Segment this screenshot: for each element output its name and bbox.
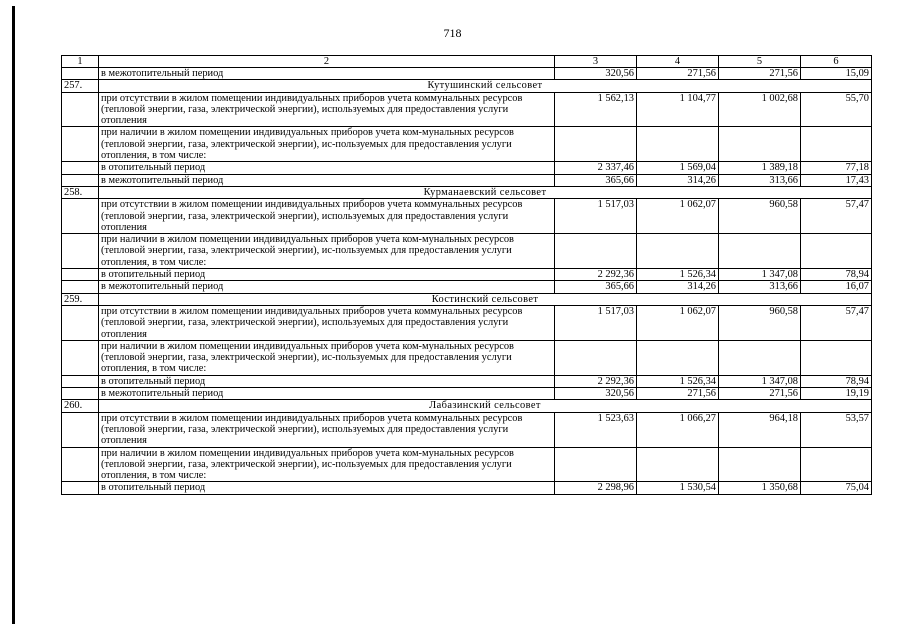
table-row bbox=[62, 388, 872, 400]
value-col-5: 964,18 bbox=[719, 412, 801, 447]
value-col-4: 271,56 bbox=[637, 68, 719, 80]
table-row bbox=[62, 68, 872, 80]
row-label: при наличии в жилом помещении индивидуальных приборов учета ком-мунальных ресурсов (тепловой энергии, газа, электрической энергии), ис-пользуемых для предоставления услуги отопления, в том числе: bbox=[99, 234, 555, 269]
row-label: при наличии в жилом помещении индивидуальных приборов учета ком-мунальных ресурсов (тепловой энергии, газа, электрической энергии), ис-пользуемых для предоставления услуги отопления, в том числе: bbox=[99, 340, 555, 375]
table-row bbox=[62, 174, 872, 186]
value-col-4: 1 526,34 bbox=[637, 269, 719, 281]
row-index-cell bbox=[62, 127, 99, 162]
row-index-cell bbox=[62, 281, 99, 293]
section-title: Лабазинский сельсовет bbox=[99, 400, 872, 412]
row-label: при наличии в жилом помещении индивидуальных приборов учета ком-мунальных ресурсов (тепловой энергии, газа, электрической энергии), ис-пользуемых для предоставления услуги отопления, в том числе: bbox=[99, 447, 555, 482]
value-col-3: 2 292,36 bbox=[555, 269, 637, 281]
value-col-6: 57,47 bbox=[801, 199, 872, 234]
value-col-3: 2 292,36 bbox=[555, 375, 637, 387]
row-index-cell bbox=[62, 305, 99, 340]
section-index: 258. bbox=[62, 186, 99, 198]
value-col-4: 314,26 bbox=[637, 281, 719, 293]
row-index-cell bbox=[62, 269, 99, 281]
row-index-cell bbox=[62, 412, 99, 447]
value-col-5: 1 350,68 bbox=[719, 482, 801, 494]
value-col-5 bbox=[719, 340, 801, 375]
row-label: в отопительный период bbox=[99, 162, 555, 174]
value-col-6: 78,94 bbox=[801, 375, 872, 387]
value-col-3: 1 562,13 bbox=[555, 92, 637, 127]
table-row bbox=[62, 162, 872, 174]
value-col-4 bbox=[637, 340, 719, 375]
value-col-4: 1 066,27 bbox=[637, 412, 719, 447]
section-title: Кутушинский сельсовет bbox=[99, 80, 872, 92]
value-col-5: 960,58 bbox=[719, 199, 801, 234]
page-number: 718 bbox=[443, 26, 462, 40]
value-col-6: 17,43 bbox=[801, 174, 872, 186]
table-row bbox=[62, 340, 872, 375]
section-title: Костинский сельсовет bbox=[99, 293, 872, 305]
header-col-6: 6 bbox=[801, 56, 872, 68]
value-col-4 bbox=[637, 127, 719, 162]
row-index-cell bbox=[62, 174, 99, 186]
row-label: в межотопительный период bbox=[99, 281, 555, 293]
value-col-3: 365,66 bbox=[555, 174, 637, 186]
value-col-3: 320,56 bbox=[555, 388, 637, 400]
row-index-cell bbox=[62, 68, 99, 80]
row-label: при наличии в жилом помещении индивидуальных приборов учета ком-мунальных ресурсов (тепловой энергии, газа, электрической энергии), ис-пользуемых для предоставления услуги отопления, в том числе: bbox=[99, 127, 555, 162]
value-col-3 bbox=[555, 127, 637, 162]
value-col-6: 75,04 bbox=[801, 482, 872, 494]
value-col-5 bbox=[719, 447, 801, 482]
row-index-cell bbox=[62, 482, 99, 494]
section-title: Курманаевский сельсовет bbox=[99, 186, 872, 198]
table-row bbox=[62, 234, 872, 269]
section-header-row bbox=[62, 80, 872, 92]
row-label: в межотопительный период bbox=[99, 388, 555, 400]
value-col-4: 1 569,04 bbox=[637, 162, 719, 174]
value-col-5: 313,66 bbox=[719, 174, 801, 186]
table-row bbox=[62, 412, 872, 447]
value-col-4: 1 062,07 bbox=[637, 199, 719, 234]
value-col-6: 55,70 bbox=[801, 92, 872, 127]
header-col-2: 2 bbox=[99, 56, 555, 68]
value-col-6: 53,57 bbox=[801, 412, 872, 447]
value-col-3: 320,56 bbox=[555, 68, 637, 80]
page-edge-rule bbox=[12, 6, 15, 624]
row-label: при отсутствии в жилом помещении индивидуальных приборов учета коммунальных ресурсов (тепловой энергии, газа, электрической энергии), используемых для предоставления услуги отопления bbox=[99, 92, 555, 127]
value-col-3: 365,66 bbox=[555, 281, 637, 293]
value-col-5: 313,66 bbox=[719, 281, 801, 293]
value-col-6: 57,47 bbox=[801, 305, 872, 340]
row-index-cell bbox=[62, 375, 99, 387]
row-index-cell bbox=[62, 92, 99, 127]
table-row bbox=[62, 375, 872, 387]
header-col-3: 3 bbox=[555, 56, 637, 68]
value-col-3: 1 517,03 bbox=[555, 199, 637, 234]
table-row bbox=[62, 447, 872, 482]
value-col-4: 271,56 bbox=[637, 388, 719, 400]
value-col-3 bbox=[555, 447, 637, 482]
value-col-4 bbox=[637, 447, 719, 482]
section-index: 257. bbox=[62, 80, 99, 92]
header-col-4: 4 bbox=[637, 56, 719, 68]
value-col-6: 15,09 bbox=[801, 68, 872, 80]
value-col-6: 77,18 bbox=[801, 162, 872, 174]
table-header-row bbox=[62, 56, 872, 68]
value-col-6 bbox=[801, 340, 872, 375]
row-label: в отопительный период bbox=[99, 375, 555, 387]
value-col-5 bbox=[719, 127, 801, 162]
value-col-6 bbox=[801, 447, 872, 482]
value-col-5: 1 002,68 bbox=[719, 92, 801, 127]
value-col-4: 1 062,07 bbox=[637, 305, 719, 340]
value-col-3: 1 517,03 bbox=[555, 305, 637, 340]
table-row bbox=[62, 199, 872, 234]
value-col-3 bbox=[555, 340, 637, 375]
value-col-6 bbox=[801, 234, 872, 269]
value-col-4: 1 104,77 bbox=[637, 92, 719, 127]
row-label: в межотопительный период bbox=[99, 174, 555, 186]
table-row bbox=[62, 269, 872, 281]
section-header-row bbox=[62, 400, 872, 412]
header-col-5: 5 bbox=[719, 56, 801, 68]
row-label: в отопительный период bbox=[99, 269, 555, 281]
table-row bbox=[62, 92, 872, 127]
section-index: 260. bbox=[62, 400, 99, 412]
row-label: при отсутствии в жилом помещении индивидуальных приборов учета коммунальных ресурсов (тепловой энергии, газа, электрической энергии), используемых для предоставления услуги отопления bbox=[99, 412, 555, 447]
value-col-3 bbox=[555, 234, 637, 269]
value-col-5 bbox=[719, 234, 801, 269]
value-col-3: 2 337,46 bbox=[555, 162, 637, 174]
value-col-4 bbox=[637, 234, 719, 269]
section-header-row bbox=[62, 186, 872, 198]
table-row bbox=[62, 305, 872, 340]
value-col-6 bbox=[801, 127, 872, 162]
value-col-5: 960,58 bbox=[719, 305, 801, 340]
row-index-cell bbox=[62, 199, 99, 234]
row-label: в отопительный период bbox=[99, 482, 555, 494]
header-col-1: 1 bbox=[62, 56, 99, 68]
value-col-6: 19,19 bbox=[801, 388, 872, 400]
value-col-5: 1 389,18 bbox=[719, 162, 801, 174]
value-col-3: 2 298,96 bbox=[555, 482, 637, 494]
table-row bbox=[62, 281, 872, 293]
value-col-4: 314,26 bbox=[637, 174, 719, 186]
row-label: при отсутствии в жилом помещении индивидуальных приборов учета коммунальных ресурсов (тепловой энергии, газа, электрической энергии), используемых для предоставления услуги отопления bbox=[99, 305, 555, 340]
table-row bbox=[62, 482, 872, 494]
row-index-cell bbox=[62, 234, 99, 269]
table-row bbox=[62, 127, 872, 162]
row-index-cell bbox=[62, 388, 99, 400]
value-col-4: 1 530,54 bbox=[637, 482, 719, 494]
row-index-cell bbox=[62, 447, 99, 482]
section-index: 259. bbox=[62, 293, 99, 305]
value-col-4: 1 526,34 bbox=[637, 375, 719, 387]
row-index-cell bbox=[62, 340, 99, 375]
value-col-6: 16,07 bbox=[801, 281, 872, 293]
value-col-5: 1 347,08 bbox=[719, 375, 801, 387]
row-label: в межотопительный период bbox=[99, 68, 555, 80]
value-col-3: 1 523,63 bbox=[555, 412, 637, 447]
row-index-cell bbox=[62, 162, 99, 174]
row-label: при отсутствии в жилом помещении индивидуальных приборов учета коммунальных ресурсов (тепловой энергии, газа, электрической энергии), используемых для предоставления услуги отопления bbox=[99, 199, 555, 234]
value-col-6: 78,94 bbox=[801, 269, 872, 281]
tariff-table bbox=[61, 55, 872, 495]
value-col-5: 1 347,08 bbox=[719, 269, 801, 281]
section-header-row bbox=[62, 293, 872, 305]
value-col-5: 271,56 bbox=[719, 68, 801, 80]
value-col-5: 271,56 bbox=[719, 388, 801, 400]
